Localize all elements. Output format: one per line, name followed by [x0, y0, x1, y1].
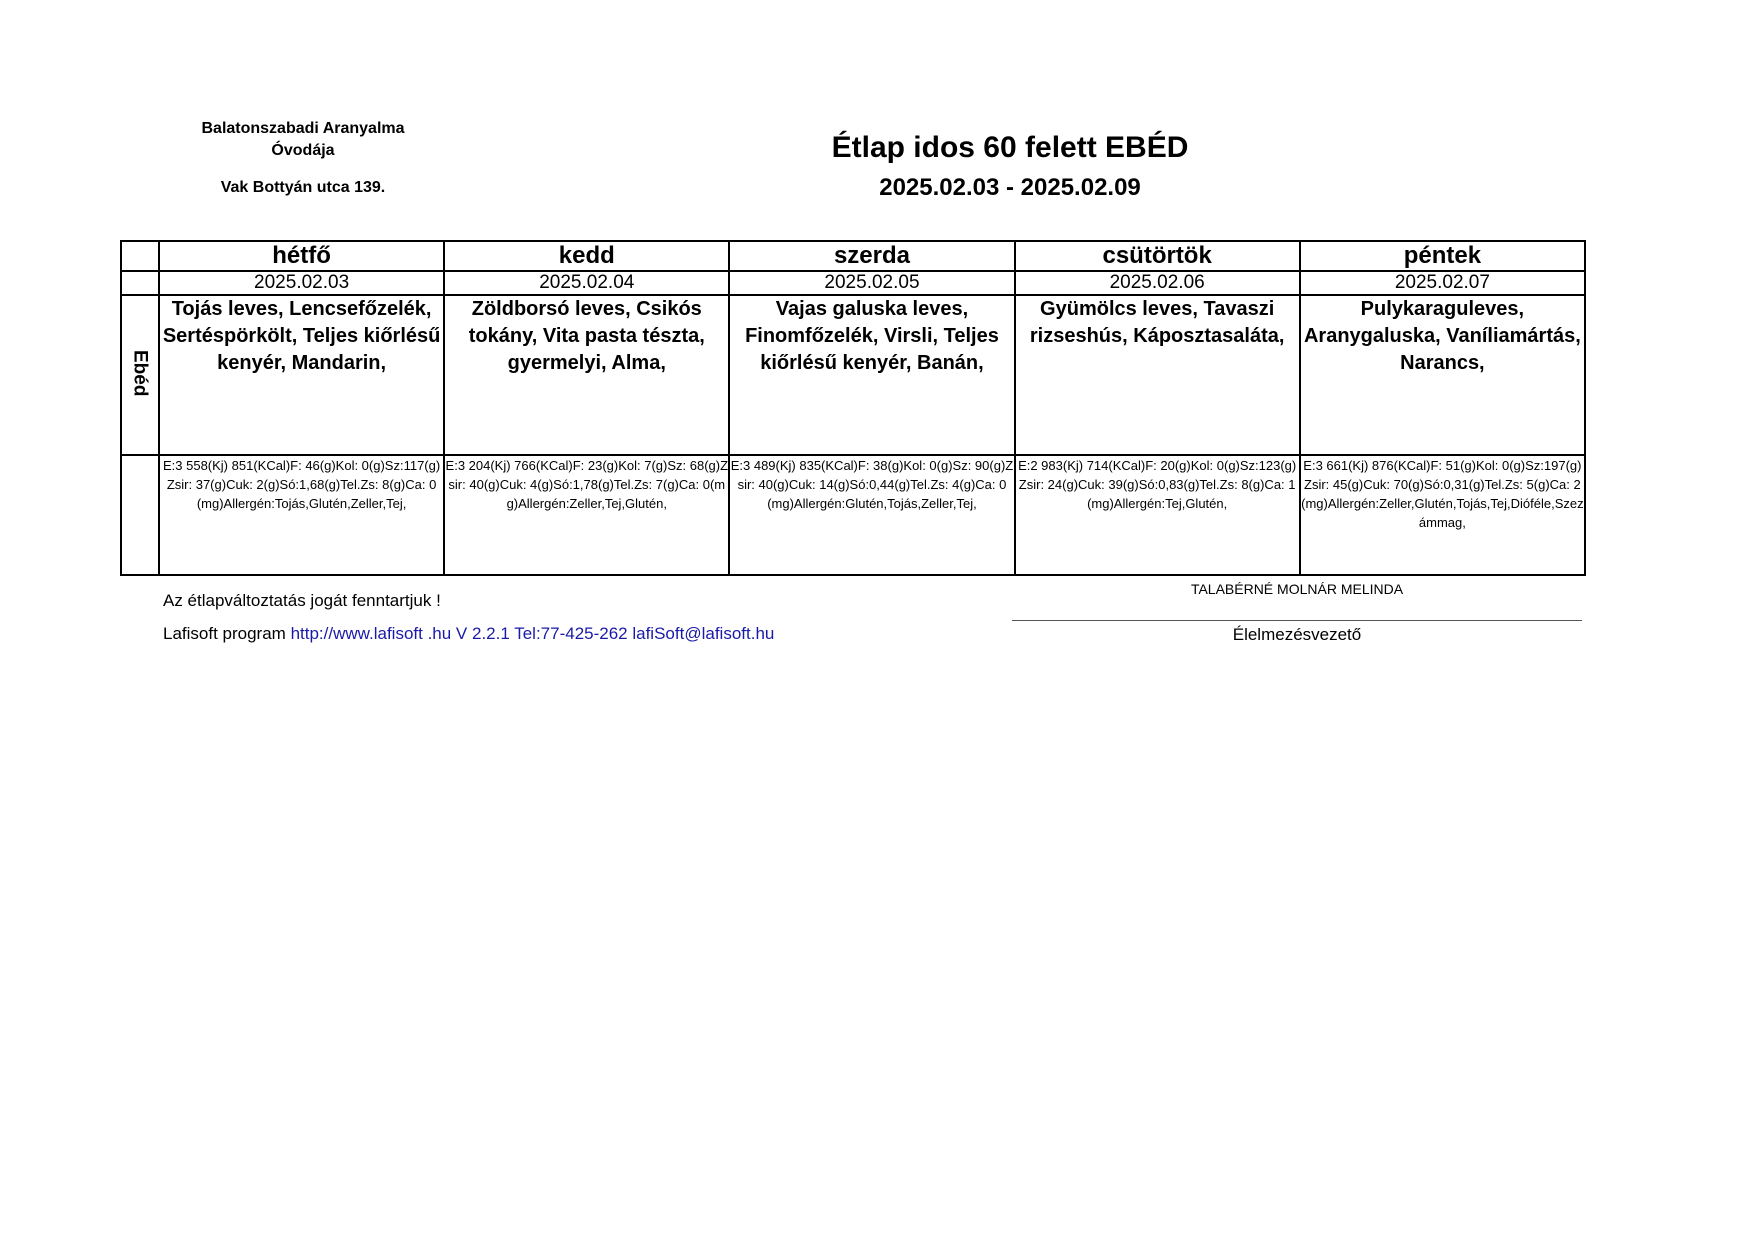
organization-name-line2: Óvodája	[271, 142, 335, 159]
menu-date-range: 2025.02.03 - 2025.02.09	[879, 174, 1141, 201]
day-name-tuesday: kedd	[444, 241, 729, 271]
dishes-friday: Pulykaraguleves, Aranygaluska, Vaníliamártás, Narancs,	[1300, 295, 1585, 455]
organization-name-line1: Balatonszabadi Aranyalma	[201, 120, 405, 137]
day-date-friday: 2025.02.07	[1300, 271, 1585, 295]
day-name-monday: hétfő	[159, 241, 444, 271]
signature-line	[1012, 620, 1582, 621]
nutrition-friday: E:3 661(Kj) 876(KCal)F: 51(g)Kol: 0(g)Sz:197(g)Zsir: 45(g)Cuk: 70(g)Só:0,31(g)Tel.Zs: 5(g)Ca: 2(mg)Allergén:Zeller,Glutén,Tojás,Tej,Dióféle,Szezámmag,	[1300, 455, 1585, 575]
dishes-monday: Tojás leves, Lencsefőzelék, Sertéspörkölt, Teljes kiőrlésű kenyér, Mandarin,	[159, 295, 444, 455]
day-name-row	[121, 241, 1585, 271]
nutrition-wednesday: E:3 489(Kj) 835(KCal)F: 38(g)Kol: 0(g)Sz: 90(g)Zsir: 40(g)Cuk: 14(g)Só:0,44(g)Tel.Zs: 4(g)Ca: 0(mg)Allergén:Glutén,Tojás,Zeller,Tej,	[729, 455, 1014, 575]
nutrition-thursday: E:2 983(Kj) 714(KCal)F: 20(g)Kol: 0(g)Sz:123(g)Zsir: 24(g)Cuk: 39(g)Só:0,83(g)Tel.Zs: 8(g)Ca: 1(mg)Allergén:Tej,Glutén,	[1015, 455, 1300, 575]
nutrition-monday: E:3 558(Kj) 851(KCal)F: 46(g)Kol: 0(g)Sz:117(g)Zsir: 37(g)Cuk: 2(g)Só:1,68(g)Tel.Zs: 8(g)Ca: 0(mg)Allergén:Tojás,Glutén,Zeller,Tej,	[159, 455, 444, 575]
day-date-monday: 2025.02.03	[159, 271, 444, 295]
meal-label: Ebéd	[129, 350, 151, 397]
side-empty-cell	[121, 455, 159, 575]
weekly-menu-table	[120, 240, 1586, 576]
dishes-row	[121, 295, 1585, 455]
day-date-row	[121, 271, 1585, 295]
day-date-tuesday: 2025.02.04	[444, 271, 729, 295]
software-label: Lafisoft program	[163, 624, 286, 643]
nutrition-tuesday: E:3 204(Kj) 766(KCal)F: 23(g)Kol: 7(g)Sz: 68(g)Zsir: 40(g)Cuk: 4(g)Só:1,78(g)Tel.Zs: 7(g)Ca: 0(mg)Allergén:Zeller,Tej,Glutén,	[444, 455, 729, 575]
nutrition-row	[121, 455, 1585, 575]
organization-name	[160, 118, 446, 162]
menu-change-notice: Az étlapváltoztatás jogát fenntartjuk !	[163, 591, 441, 610]
day-name-wednesday: szerda	[729, 241, 1014, 271]
menu-title: Étlap idos 60 felett EBÉD	[831, 131, 1189, 164]
software-credit	[163, 623, 774, 645]
day-date-thursday: 2025.02.06	[1015, 271, 1300, 295]
signer-name: TALABÉRNÉ MOLNÁR MELINDA	[1190, 581, 1404, 597]
dishes-thursday: Gyümölcs leves, Tavaszi rizseshús, Káposztasaláta,	[1015, 295, 1300, 455]
day-name-friday: péntek	[1300, 241, 1585, 271]
dishes-wednesday: Vajas galuska leves, Finomfőzelék, Virsli, Teljes kiőrlésű kenyér, Banán,	[729, 295, 1014, 455]
software-link[interactable]: http://www.lafisoft .hu V 2.2.1 Tel:77-425-262 lafiSoft@lafisoft.hu	[290, 624, 775, 643]
day-name-thursday: csütörtök	[1015, 241, 1300, 271]
side-empty-cell	[121, 271, 159, 295]
signer-role: Élelmezésvezető	[1232, 625, 1362, 644]
dishes-tuesday: Zöldborsó leves, Csikós tokány, Vita pasta tészta, gyermelyi, Alma,	[444, 295, 729, 455]
meal-label-cell	[121, 295, 159, 455]
day-date-wednesday: 2025.02.05	[729, 271, 1014, 295]
corner-cell	[121, 241, 159, 271]
organization-address: Vak Bottyán utca 139.	[220, 179, 386, 196]
